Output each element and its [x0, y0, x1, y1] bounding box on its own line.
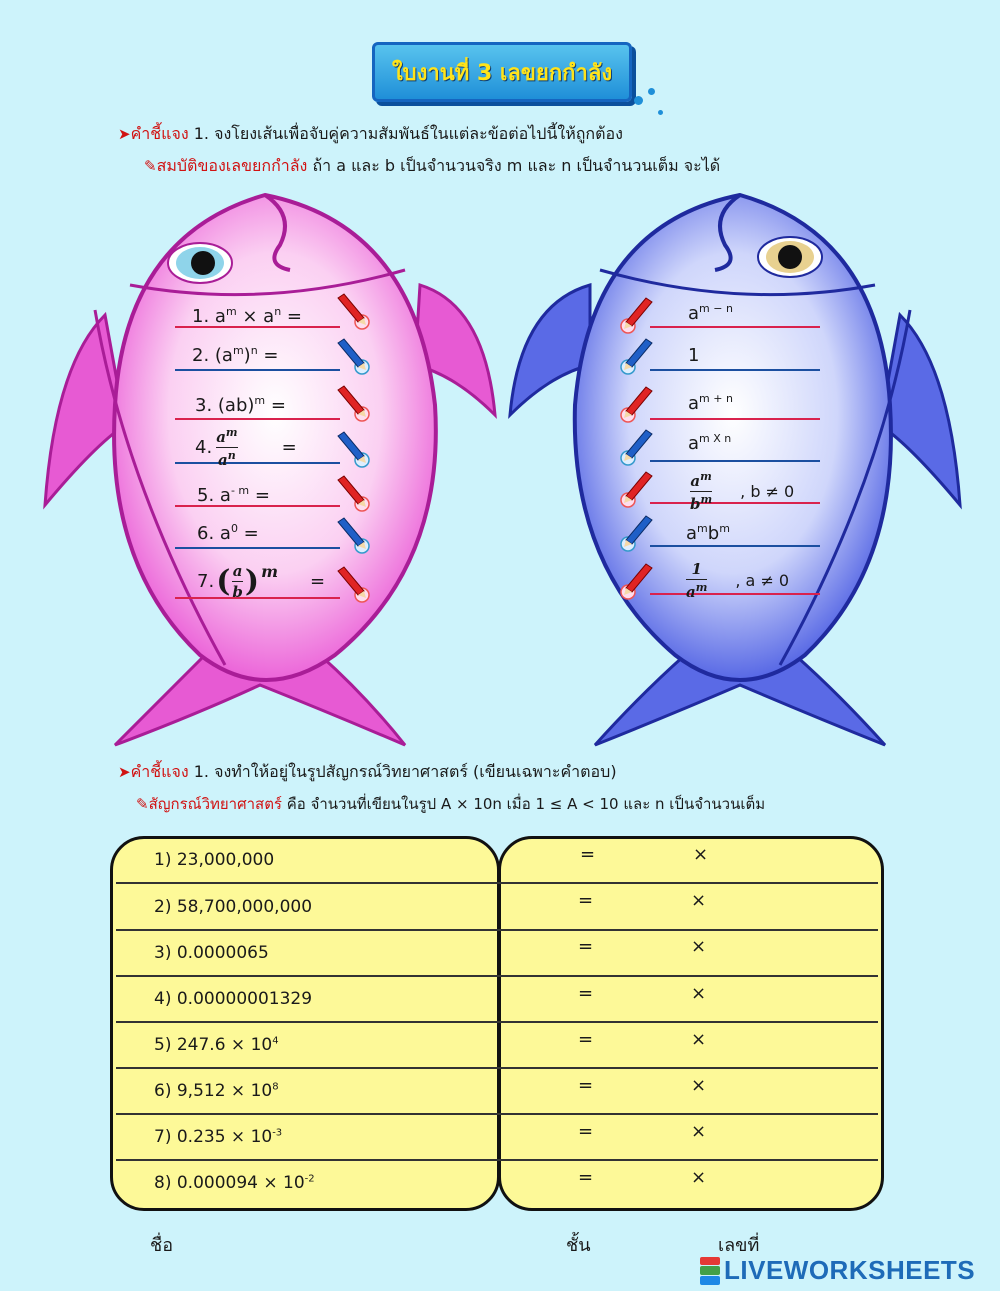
blue-pencil-connector[interactable]	[618, 514, 656, 552]
row-divider	[116, 1113, 878, 1115]
pencil-icon: ✎	[144, 157, 157, 175]
fraction: $\frac{a}{b}$	[232, 562, 243, 601]
row-line	[175, 418, 340, 420]
name-label: ชื่อ	[150, 1235, 174, 1256]
left-item-1: 1. $a^m \times a^n$ =	[192, 305, 303, 327]
fraction: $\frac{a^m}{a^n}$	[216, 426, 238, 469]
sci-question-1: 1) 23,000,000	[154, 850, 275, 870]
red-pencil-connector[interactable]	[334, 565, 372, 603]
left-item-3: 3. (ab)$^m$ =	[195, 394, 286, 416]
number-label: เลขที่	[718, 1235, 760, 1256]
bubble-decoration	[658, 110, 663, 115]
row-line	[650, 326, 820, 328]
row-divider	[116, 1067, 878, 1069]
sci-question-5: 5) $247.6 \times 10^4$	[154, 1035, 279, 1055]
logo-icon	[700, 1257, 720, 1285]
right-item-3: $a^{m + n}$	[688, 392, 733, 414]
right-item-6: $a^mb^m$	[686, 522, 730, 544]
red-pencil-connector[interactable]	[618, 562, 656, 600]
right-item-1: $a^{m - n}$	[688, 302, 733, 324]
row-line	[175, 369, 340, 371]
arrow-icon: ➤	[118, 763, 131, 781]
right-item-5: $\frac{a^m}{b^m}$ , b ≠ 0	[690, 470, 795, 513]
row-divider	[116, 882, 878, 884]
fraction: $\frac{a^m}{b^m}$	[690, 470, 713, 513]
fraction: $\frac{1}{a^m}$	[686, 560, 708, 601]
blue-pencil-connector[interactable]	[334, 516, 372, 554]
sci-question-8: 8) $0.000094 \times 10^{-2}$	[154, 1173, 315, 1193]
red-pencil-connector[interactable]	[618, 296, 656, 334]
red-pencil-connector[interactable]	[334, 292, 372, 330]
equals-sign: =	[578, 890, 594, 911]
left-item-4: 4. $\frac{a^m}{a^n}$ =	[195, 426, 297, 469]
equals-sign: =	[580, 844, 596, 865]
row-line	[650, 369, 820, 371]
blue-pencil-connector[interactable]	[334, 430, 372, 468]
instruction-2: ➤คำชี้แจง 1. จงทำให้อยู่ในรูปสัญกรณ์วิทยาศาสตร์ (เขียนเฉพาะคำตอบ)	[118, 762, 617, 781]
row-divider	[116, 975, 878, 977]
equals-sign: =	[578, 1075, 594, 1096]
row-divider	[116, 1021, 878, 1023]
row-line	[650, 545, 820, 547]
times-sign: ×	[691, 1121, 707, 1142]
equals-sign: =	[578, 1167, 594, 1188]
row-line	[650, 418, 820, 420]
definition-line: ✎สัญกรณ์วิทยาศาสตร์ คือ จำนวนที่เขียนในรูป A × 10n เมื่อ 1 ≤ A < 10 และ n เป็นจำนวนเต็ม	[136, 795, 766, 813]
times-sign: ×	[693, 844, 709, 865]
row-divider	[116, 1159, 878, 1161]
times-sign: ×	[691, 983, 707, 1004]
right-item-7: $\frac{1}{a^m}$ , a ≠ 0	[686, 560, 790, 601]
row-line	[175, 547, 340, 549]
questions-box	[110, 836, 500, 1211]
pink-fish	[35, 185, 505, 755]
equals-sign: =	[578, 983, 594, 1004]
red-pencil-connector[interactable]	[618, 385, 656, 423]
bubble-decoration	[634, 96, 643, 105]
equals-sign: =	[578, 1121, 594, 1142]
blue-pencil-connector[interactable]	[618, 428, 656, 466]
left-item-7: 7. ( $\frac{a}{b}$ ) m =	[197, 562, 326, 601]
left-item-5: 5. $a^{- m}$ =	[197, 484, 270, 506]
left-item-6: 6. $a^0$ =	[197, 522, 259, 544]
times-sign: ×	[691, 1075, 707, 1096]
right-item-2: 1	[688, 345, 700, 366]
red-pencil-connector[interactable]	[334, 474, 372, 512]
red-pencil-connector[interactable]	[618, 470, 656, 508]
blue-pencil-connector[interactable]	[334, 337, 372, 375]
bubble-decoration	[648, 88, 655, 95]
blue-pencil-connector[interactable]	[618, 337, 656, 375]
arrow-icon: ➤	[118, 125, 131, 143]
red-pencil-connector[interactable]	[334, 384, 372, 422]
instruction-1: ➤คำชี้แจง 1. จงโยงเส้นเพื่อจับคู่ความสัมพันธ์ในแต่ละข้อต่อไปนี้ให้ถูกต้อง	[118, 124, 623, 143]
class-label: ชั้น	[566, 1235, 591, 1256]
worksheet-title: ใบงานที่ 3 เลขยกกำลัง	[372, 42, 632, 102]
sci-question-7: 7) $0.235 \times 10^{-3}$	[154, 1127, 283, 1147]
equals-sign: =	[578, 936, 594, 957]
sci-question-4: 4) 0.00000001329	[154, 989, 313, 1009]
row-line	[650, 460, 820, 462]
pencil-icon: ✎	[136, 795, 149, 813]
property-line: ✎สมบัติของเลขยกกำลัง ถ้า a และ b เป็นจำนวนจริง m และ n เป็นจำนวนเต็ม จะได้	[144, 156, 721, 175]
left-item-2: 2. $(a^m)^n$ =	[192, 344, 279, 366]
sci-question-2: 2) 58,700,000,000	[154, 897, 313, 917]
row-divider	[116, 929, 878, 931]
sci-question-6: 6) $9,512 \times 10^8$	[154, 1081, 279, 1101]
brand-name: LIVEWORKSHEETS	[724, 1255, 976, 1285]
sci-question-3: 3) 0.0000065	[154, 943, 269, 963]
times-sign: ×	[691, 1029, 707, 1050]
times-sign: ×	[691, 890, 707, 911]
times-sign: ×	[691, 1167, 707, 1188]
equals-sign: =	[578, 1029, 594, 1050]
liveworksheets-logo	[700, 1255, 975, 1286]
times-sign: ×	[691, 936, 707, 957]
right-item-4: $a^{m X n}$	[688, 432, 732, 454]
